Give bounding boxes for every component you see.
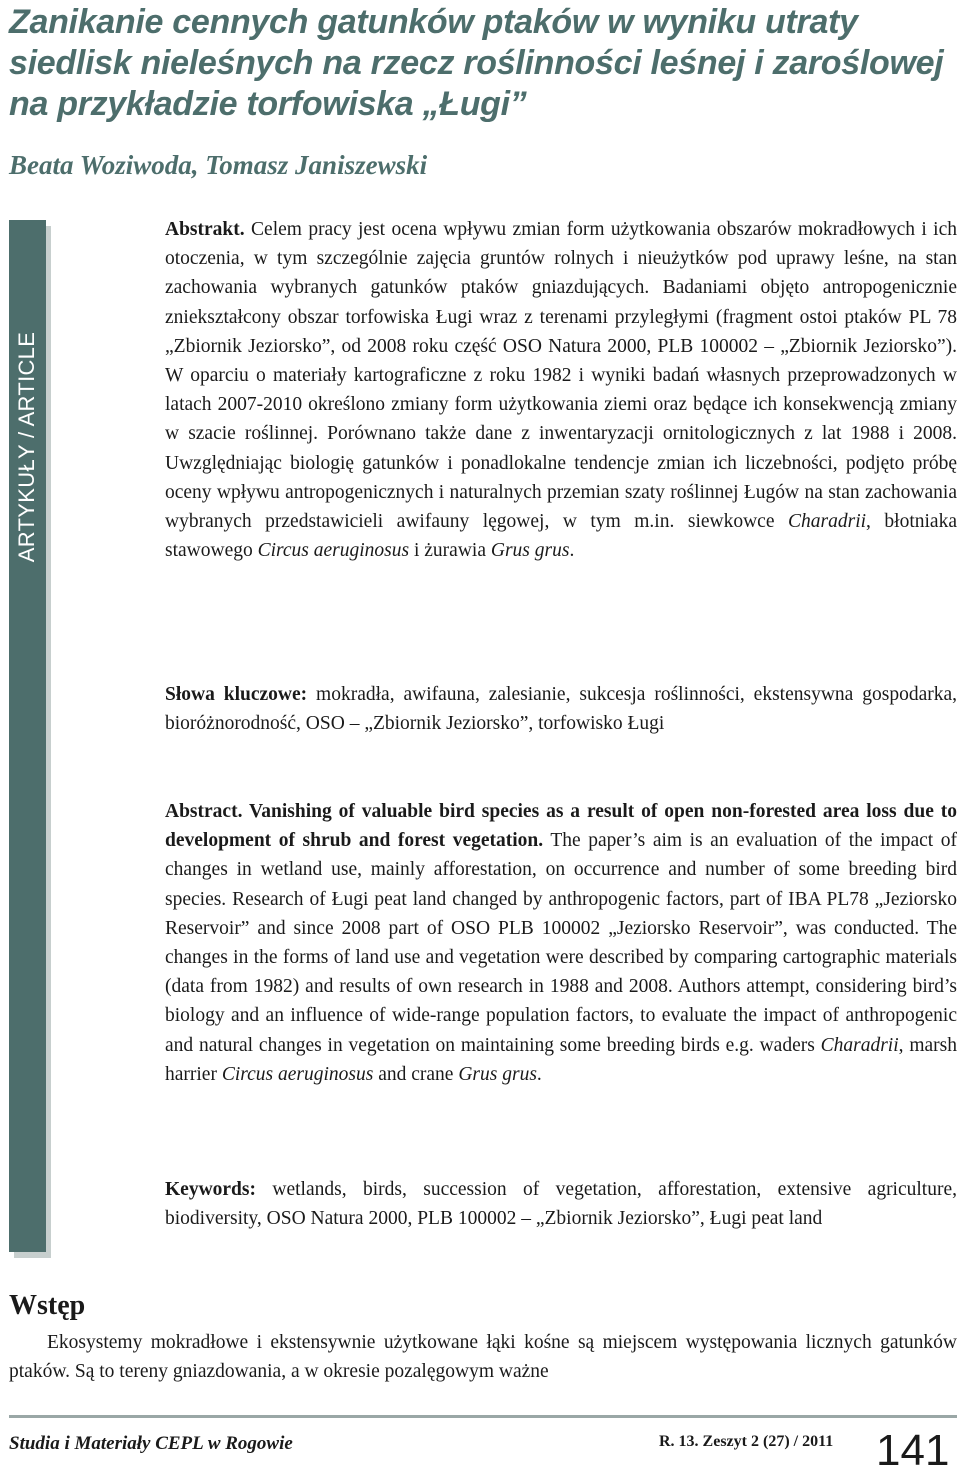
abstract-pl-text: Celem pracy jest ocena wpływu zmian form użytkowania obszarów mokradłowych i ich otoczenia, w tym szczególnie zajęcia gruntów rolnych i nieużytków pod uprawy leśne, na stan zachowania wybranych gatunków ptaków gniazdujących. Badaniami objęto antropogenicznie zniekształcony obszar torfowiska Ługi wraz z terenami przyległymi (fragment ostoi ptaków PL 78 „Zbiornik Jeziorsko”, od 2008 roku część OSO Natura 2000, PLB 100002 – „Zbiornik Jeziorsko”). W oparciu o materiały kartograficzne z roku 1982 i wyniki badań własnych przeprowadzonych w latach 2007-2010 określono zmiany form użytkowania ziemi oraz będące ich konsekwencją zmiany w szacie roślinnej. Porównano także dane z inwentaryzacji ornitologicznych z lat 1988 i 2008. Uwzględniając biologię gatunków i ponadlokalne tendencje zmian ich liczebności, podjęto próbę oceny wpływu antropogenicznych i naturalnych przemian szaty roślinnej Ługów na stan zachowania wybranych przedstawicieli awifauny lęgowej, w tym m.in. siewkowce <box>165 219 957 533</box>
journal-name: Studia i Materiały CEPL w Rogowie <box>9 1433 293 1454</box>
abstract-pl-label: Abstrakt. <box>165 219 245 240</box>
keywords-pl <box>165 680 957 738</box>
abstract-en-text: and crane <box>373 1063 459 1085</box>
abstract-en-text: The paper’s aim is an evaluation of the impact of changes in wetland use, mainly afforestation, on occurrence and number of some breeding bird species. Research of Ługi peat land changed by anthropogenic factors, part of IBA PL78 „Jeziorsko Reservoir” and since 2008 part of OSO PLB 100002 „Jeziorsko Reservoir”, was conducted. The changes in the forms of land use and vegetation were described by comparing cartographic materials (data from 1982) and results of own research in 1988 and 2008. Authors attempt, considering bird’s biology and an influence of wide-range population factors, to evaluate the impact of anthropogenic and natural changes in vegetation on maintaining some breeding birds e.g. waders <box>165 830 957 1056</box>
abstract-pl-taxon: Charadrii <box>788 511 867 533</box>
article-authors: Beata Woziwoda, Tomasz Janiszewski <box>9 150 428 180</box>
keywords-en-label: Keywords: <box>165 1179 256 1200</box>
keywords-pl-label: Słowa kluczowe: <box>165 684 308 705</box>
keywords-pl-text: mokradła, awifauna, zalesianie, sukcesja roślinności, ekstensywna gospodarka, bioróżnorodność, OSO – „Zbiornik Jeziorsko”, torfowisko Ługi <box>165 684 957 735</box>
abstract-pl-text: i żurawia <box>409 540 491 562</box>
sidebar-label: ARTYKUŁY / ARTICLE <box>14 331 39 563</box>
abstract-en-title: Vanishing of valuable bird species as a result of open non-forested area loss due to development of shrub and forest vegetation. <box>165 801 957 852</box>
abstract-pl-text: . <box>569 540 575 562</box>
keywords-en-text: wetlands, birds, succession of vegetation, afforestation, extensive agriculture, biodiversity, OSO Natura 2000, PLB 100002 – „Zbiornik Jeziorsko”, Ługi peat land <box>165 1179 957 1230</box>
abstract-en-taxon: Grus grus <box>458 1063 537 1085</box>
page-number: 141 <box>876 1426 950 1475</box>
abstract-en-text: . <box>536 1063 542 1085</box>
abstract-pl-taxon: Grus grus <box>490 540 570 562</box>
abstract-pl <box>165 215 957 565</box>
keywords-en <box>165 1175 957 1233</box>
issue-info: R. 13. Zeszyt 2 (27) / 2011 <box>659 1433 834 1450</box>
footer-rule <box>9 1415 957 1418</box>
article-title: Zanikanie cennych gatunków ptaków w wyniku utraty siedlisk nieleśnych na rzecz roślinności leśnej i zaroślowej na przykładzie torfowiska „Ługi” <box>9 3 944 123</box>
abstract-en-label: Abstract. <box>165 801 243 822</box>
abstract-pl-taxon: Circus aeruginosus <box>257 540 410 562</box>
intro-paragraph: Ekosystemy mokradłowe i ekstensywnie użytkowane łąki kośne są miejscem występowania licznych gatunków ptaków. Są to tereny gniazdowania, a w okresie pozalęgowym ważne <box>9 1332 957 1382</box>
abstract-pl-text: , błotniaka stawowego <box>165 511 957 562</box>
abstract-en-taxon: Charadrii <box>820 1034 899 1056</box>
abstract-en-text: , marsh harrier <box>165 1034 957 1085</box>
abstract-en-taxon: Circus aeruginosus <box>221 1063 374 1085</box>
section-heading: Wstęp <box>9 1290 86 1321</box>
abstract-en <box>165 797 957 1089</box>
